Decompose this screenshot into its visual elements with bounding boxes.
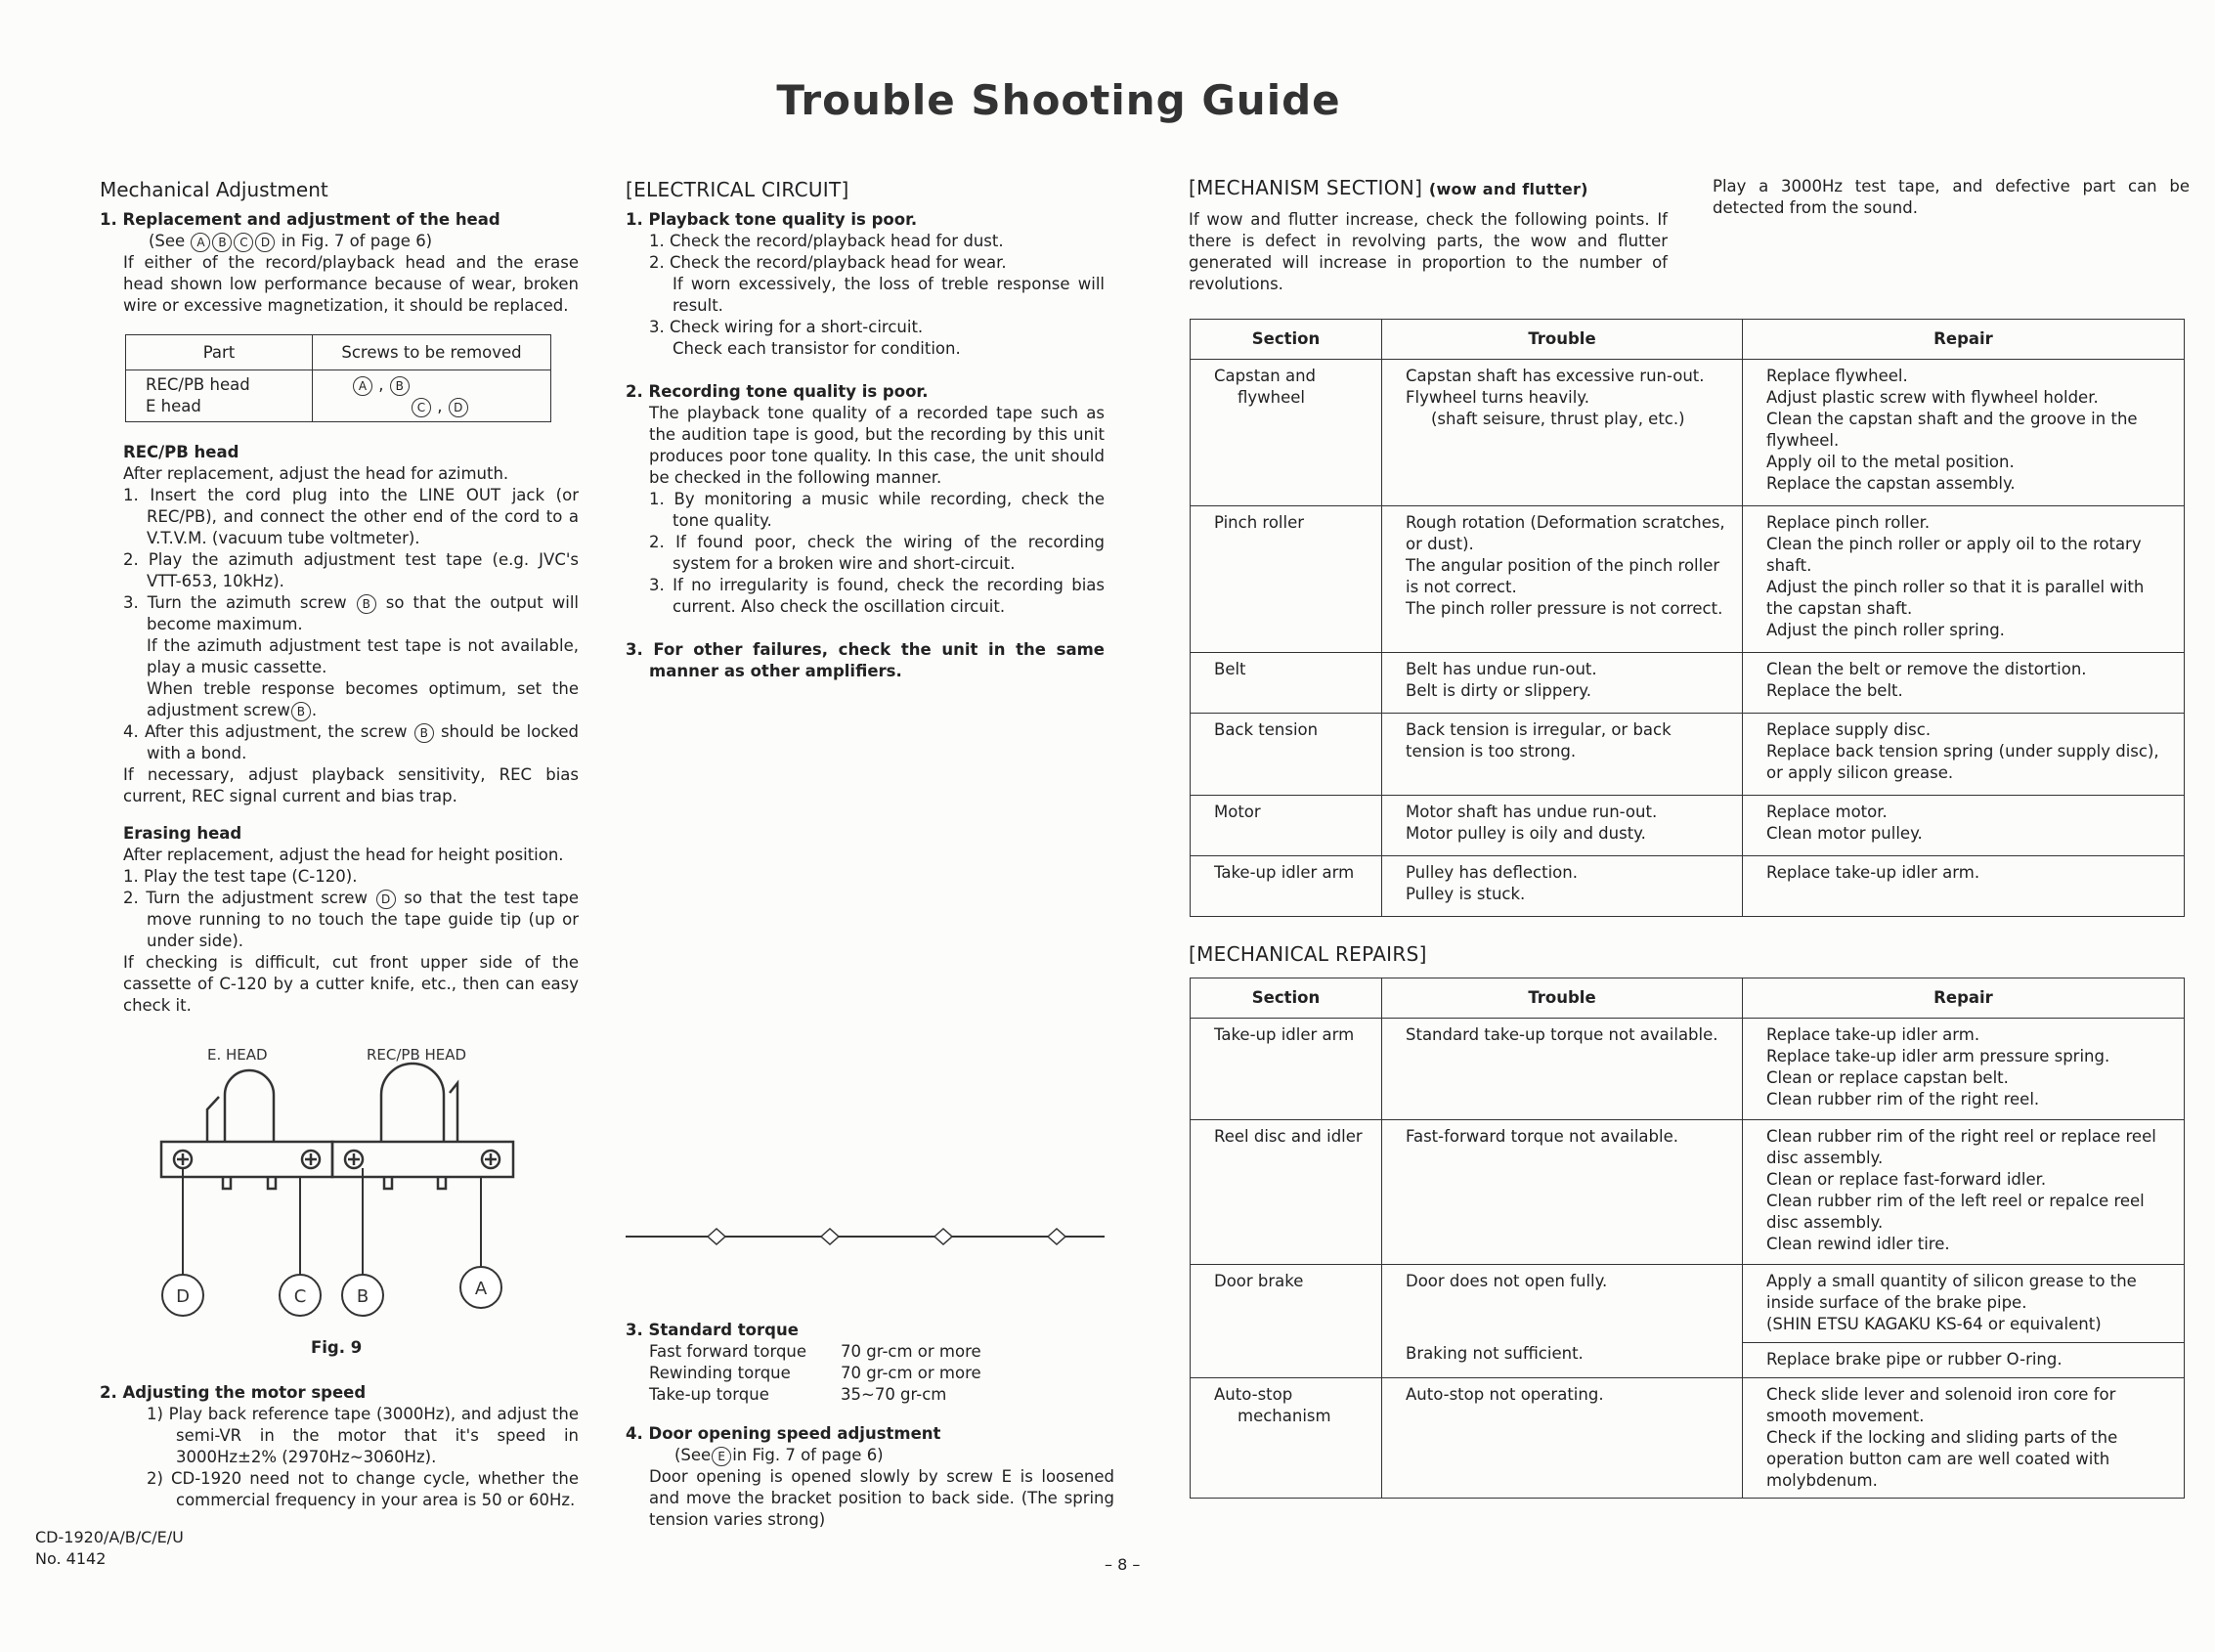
col-section: Section: [1191, 978, 1382, 1019]
repair-line: Replace motor.: [1766, 803, 1888, 821]
cell-section: [1191, 714, 1382, 796]
mechanism-table: [1190, 319, 2185, 917]
s3-title: 3. For other failures, check the unit in the same manner as other amplifiers.: [626, 640, 1105, 680]
screw-c-marker: C: [234, 233, 253, 252]
cell-repair: [1743, 1265, 2185, 1343]
trouble-line: Standard take-up torque not available.: [1406, 1025, 1718, 1044]
repair-line: Replace take-up idler arm pressure spring.: [1766, 1047, 2110, 1065]
door-see: (See E in Fig. 7 of page 6): [674, 1446, 884, 1464]
trouble-line: (shaft seisure, thrust play, etc.): [1431, 410, 1685, 428]
section-line: mechanism: [1238, 1407, 1331, 1425]
section-line: Belt: [1214, 660, 1246, 678]
s1-title: 1. Playback tone quality is poor.: [626, 210, 918, 229]
trouble-line: Flywheel turns heavily.: [1406, 388, 1589, 407]
torque-table: [649, 1341, 981, 1406]
trouble-line: Motor pulley is oily and dusty.: [1406, 824, 1646, 843]
repair-line: Replace flywheel.: [1766, 367, 1908, 385]
mechanical-adjustment-heading: Mechanical Adjustment: [100, 178, 328, 201]
item2-step2: 2) CD-1920 need not to change cycle, whether the commercial frequency in your area is 50 or 60Hz.: [147, 1469, 579, 1509]
table-row: [1191, 360, 2185, 506]
part-header: Part: [126, 335, 313, 370]
item1-text: If either of the record/playback head and the erase head shown low performance because of wear, broken wire or excessive magnetization, it should be replaced.: [123, 253, 579, 315]
recpb-step2: 2. Play the azimuth adjustment test tape (e.g. JVC's VTT-653, 10kHz).: [123, 550, 579, 590]
svg-text:D: D: [176, 1286, 190, 1307]
erase-head-shape: [161, 1070, 332, 1189]
section-line: Take-up idler arm: [1214, 1025, 1355, 1044]
trouble-line: Door does not open fully.: [1406, 1272, 1608, 1290]
cell-trouble: [1382, 714, 1743, 796]
cell-section: [1191, 796, 1382, 856]
trouble-line: The angular position of the pinch roller is not correct.: [1406, 556, 1720, 596]
page-title: Trouble Shooting Guide: [776, 76, 1341, 124]
cell-repair: [1743, 714, 2185, 796]
trouble-line: Rough rotation (Deformation scratches, or dust).: [1406, 513, 1725, 553]
recpb-head-shape: [332, 1064, 513, 1189]
section-line: Reel disc and idler: [1214, 1127, 1363, 1146]
recpb-step3: 3. Turn the azimuth screw B so that the output will become maximum.: [123, 593, 579, 633]
repair-line: Apply oil to the metal position.: [1766, 453, 2015, 471]
cell-repair: [1743, 653, 2185, 714]
erase-intro: After replacement, adjust the head for height position.: [123, 846, 564, 864]
torque-row: Fast forward torque 70 gr-cm or more: [649, 1342, 981, 1361]
trouble-line: Pulley is stuck.: [1406, 885, 1526, 903]
repair-line: Check slide lever and solenoid iron core for smooth movement.: [1766, 1385, 2116, 1425]
electrical-heading: [ELECTRICAL CIRCUIT]: [626, 178, 849, 201]
cell-section: [1191, 1120, 1382, 1265]
s2-title: 2. Recording tone quality is poor.: [626, 382, 929, 401]
table-row: [1191, 1265, 2185, 1343]
footer-model: CD-1920/A/B/C/E/U No. 4142: [35, 1528, 184, 1568]
middle-column: [626, 176, 1105, 682]
trouble-line: Braking not sufficient.: [1406, 1343, 1584, 1363]
repair-line: Replace back tension spring (under supply disc), or apply silicon grease.: [1766, 742, 2159, 782]
section-divider: [626, 1227, 1114, 1246]
cell-repair: [1743, 360, 2185, 506]
repairs-table: [1190, 978, 2185, 1499]
side-note: Play a 3000Hz test tape, and defective part can be detected from the sound.: [1713, 177, 2190, 217]
item1-title: 1. Replacement and adjustment of the head: [100, 210, 500, 229]
cell-section: [1191, 360, 1382, 506]
svg-text:A: A: [474, 1279, 488, 1299]
repair-line: Replace brake pipe or rubber O-ring.: [1766, 1350, 2063, 1369]
repair-line: Clean the capstan shaft and the groove in the flywheel.: [1766, 410, 2138, 450]
door-text: Door opening is opened slowly by screw E is loosened and move the bracket position to back side. (The spring tension varies strong): [649, 1467, 1114, 1529]
head-diagram: [147, 1036, 538, 1329]
repair-line: Replace pinch roller.: [1766, 513, 1931, 532]
repair-line: Adjust plastic screw with flywheel holder.: [1766, 388, 2099, 407]
cell-trouble: [1382, 1120, 1743, 1265]
cell-section: [1191, 856, 1382, 917]
recpb-step4: 4. After this adjustment, the screw B should be locked with a bond.: [123, 722, 580, 762]
section-line: Motor: [1214, 803, 1261, 821]
part-table: [125, 334, 551, 422]
s1-item2-note: If worn excessively, the loss of treble response will result.: [673, 275, 1105, 315]
section-line: Back tension: [1214, 720, 1319, 739]
item2-title: 2. Adjusting the motor speed: [100, 1383, 367, 1402]
trouble-line: Pulley has deflection.: [1406, 863, 1578, 882]
table-row: [1191, 1343, 2185, 1378]
col-repair: Repair: [1743, 978, 2185, 1019]
svg-text:C: C: [293, 1286, 307, 1307]
erase-after: If checking is difficult, cut front upper side of the cassette of C-120 by a cutter knife, etc., then can easy check it.: [123, 953, 579, 1015]
cell-trouble: [1382, 856, 1743, 917]
repairs-heading: [MECHANICAL REPAIRS]: [1189, 942, 1427, 966]
col-section: Section: [1191, 320, 1382, 360]
cell-trouble: [1382, 506, 1743, 653]
mechanism-heading: [MECHANISM SECTION] (wow and flutter): [1189, 176, 1588, 199]
trouble-line: Belt has undue run-out.: [1406, 660, 1597, 678]
repair-line: Apply a small quantity of silicon grease to the inside surface of the brake pipe.: [1766, 1272, 2137, 1312]
cell-section: [1191, 1265, 1382, 1343]
screws-header: Screws to be removed: [313, 335, 551, 370]
trouble-line: The pinch roller pressure is not correct.: [1406, 599, 1723, 618]
table-row: [1191, 506, 2185, 653]
trouble-line: Back tension is irregular, or back tension is too strong.: [1406, 720, 1672, 761]
recpb-head-label: REC/PB HEAD: [367, 1046, 467, 1064]
section-line: flywheel: [1238, 388, 1305, 407]
recpb-note2: When treble response becomes optimum, set the adjustment screw B .: [147, 679, 579, 719]
table-row: [1191, 1019, 2185, 1120]
cell-trouble: [1382, 1019, 1743, 1120]
section-line: Door brake: [1214, 1272, 1304, 1290]
recpb-intro: After replacement, adjust the head for azimuth.: [123, 464, 509, 483]
cell-repair: [1743, 506, 2185, 653]
s1-item3-note: Check each transistor for condition.: [673, 339, 961, 358]
repair-line: Replace take-up idler arm.: [1766, 863, 1980, 882]
repair-line: Clean the pinch roller or apply oil to the rotary shaft.: [1766, 535, 2142, 575]
section-line: Capstan and: [1214, 367, 1317, 385]
cell-repair: [1743, 1343, 2185, 1378]
screw-a-marker: A: [191, 233, 210, 252]
section-line: Pinch roller: [1214, 513, 1305, 532]
door-title: 4. Door opening speed adjustment: [626, 1424, 941, 1443]
repair-line: Check if the locking and sliding parts of the operation button cam are well coated with molybdenum.: [1766, 1428, 2118, 1490]
repair-line: Replace take-up idler arm.: [1766, 1025, 1980, 1044]
erase-step2: 2. Turn the adjustment screw D so that the test tape move running to no touch the tape guide tip (up or under side).: [123, 889, 580, 950]
cell-trouble: [1382, 1378, 1743, 1499]
repair-line: Clean the belt or remove the distortion.: [1766, 660, 2087, 678]
section-line: Auto-stop: [1214, 1385, 1293, 1404]
ehead-label: E. HEAD: [207, 1046, 268, 1064]
cell-repair: [1743, 796, 2185, 856]
cell-trouble: [1382, 796, 1743, 856]
repair-line: Clean or replace capstan belt.: [1766, 1068, 2009, 1087]
s1-item2: 2. Check the record/playback head for wear.: [649, 253, 1007, 272]
screw-d-marker: D: [255, 233, 275, 252]
repair-line: Replace the capstan assembly.: [1766, 474, 2016, 493]
repair-line: Clean rubber rim of the right reel.: [1766, 1090, 2040, 1109]
mechanism-intro-text: If wow and flutter increase, check the following points. If there is defect in revolving parts, the wow and flutter generated will increase in proportion to the number of revolutions.: [1189, 210, 1668, 293]
repair-line: Clean rewind idler tire.: [1766, 1235, 1950, 1253]
cell-repair: [1743, 856, 2185, 917]
section-line: Take-up idler arm: [1214, 863, 1355, 882]
cell-trouble: [1382, 1265, 1743, 1343]
repair-line: Replace supply disc.: [1766, 720, 1932, 739]
trouble-line: Capstan shaft has excessive run-out.: [1406, 367, 1705, 385]
screws-row2: C , D: [352, 396, 531, 417]
trouble-line: Belt is dirty or slippery.: [1406, 681, 1591, 700]
cell-section: [1191, 1343, 1382, 1378]
repair-line: Clean rubber rim of the left reel or repalce reel disc assembly.: [1766, 1192, 2145, 1232]
page-number: – 8 –: [1105, 1555, 1141, 1574]
svg-text:B: B: [356, 1286, 369, 1307]
fig-caption: Fig. 9: [311, 1338, 363, 1357]
trouble-line: Motor shaft has undue run-out.: [1406, 803, 1658, 821]
cell-section: [1191, 506, 1382, 653]
cell-section: [1191, 1378, 1382, 1499]
table-row: [1191, 856, 2185, 917]
recpb-title: REC/PB head: [123, 443, 239, 461]
screw-b-marker: B: [212, 233, 232, 252]
repair-line: (SHIN ETSU KAGAKU KS-64 or equivalent): [1766, 1315, 2102, 1333]
s2-text: The playback tone quality of a recorded tape such as the audition tape is good, but the recording by this unit produces poor tone quality. In this case, the unit should be checked in the following manner.: [649, 404, 1105, 487]
left-column: [100, 176, 579, 1017]
col-repair: Repair: [1743, 320, 2185, 360]
cell-repair: [1743, 1120, 2185, 1265]
table-row: [1191, 714, 2185, 796]
cell-trouble: [1382, 1343, 1743, 1378]
table-row: [1191, 796, 2185, 856]
torque-row: Rewinding torque 70 gr-cm or more: [649, 1364, 981, 1382]
trouble-line: Auto-stop not operating.: [1406, 1385, 1604, 1404]
col-trouble: Trouble: [1382, 320, 1743, 360]
item2-step1: 1) Play back reference tape (3000Hz), and adjust the semi-VR in the motor that it's speed in 3000Hz±2% (2970Hz~3060Hz).: [147, 1405, 579, 1466]
erase-title: Erasing head: [123, 824, 242, 843]
erase-step1: 1. Play the test tape (C-120).: [123, 867, 358, 886]
part-ehead: E head: [146, 397, 201, 415]
s1-item3: 3. Check wiring for a short-circuit.: [649, 318, 924, 336]
table-row: [1191, 653, 2185, 714]
s2-item2: 2. If found poor, check the wiring of the recording system for a broken wire and short-circuit.: [649, 533, 1105, 573]
repair-line: Clean motor pulley.: [1766, 824, 1923, 843]
repair-line: Clean or replace fast-forward idler.: [1766, 1170, 2047, 1189]
repair-line: Adjust the pinch roller so that it is parallel with the capstan shaft.: [1766, 578, 2145, 618]
cell-repair: [1743, 1019, 2185, 1120]
s2-item1: 1. By monitoring a music while recording, check the tone quality.: [649, 490, 1105, 530]
cell-section: [1191, 1019, 1382, 1120]
screws-row1: A , B: [352, 374, 531, 396]
item1-see: (See A B C D in Fig. 7 of page 6): [149, 232, 433, 250]
part-recpb: REC/PB head: [146, 375, 250, 394]
cell-trouble: [1382, 653, 1743, 714]
torque-section: [626, 1320, 1114, 1531]
cell-repair: [1743, 1378, 2185, 1499]
mechanism-intro: [1189, 174, 1668, 295]
table-row: [1191, 1378, 2185, 1499]
recpb-note1: If the azimuth adjustment test tape is not available, play a music cassette.: [147, 636, 579, 676]
table-row: [1191, 1120, 2185, 1265]
cell-section: [1191, 653, 1382, 714]
repair-line: Clean rubber rim of the right reel or replace reel disc assembly.: [1766, 1127, 2156, 1167]
col-trouble: Trouble: [1382, 978, 1743, 1019]
s2-item3: 3. If no irregularity is found, check the recording bias current. Also check the oscillation circuit.: [649, 576, 1105, 616]
recpb-after: If necessary, adjust playback sensitivity, REC bias current, REC signal current and bias trap.: [123, 765, 579, 805]
recpb-step1: 1. Insert the cord plug into the LINE OUT jack (or REC/PB), and connect the other end of the cord to a V.T.V.M. (vacuum tube voltmeter).: [123, 486, 579, 547]
cell-trouble: [1382, 360, 1743, 506]
torque-title: 3. Standard torque: [626, 1321, 799, 1339]
motor-speed-section: [100, 1382, 579, 1511]
repair-line: Adjust the pinch roller spring.: [1766, 621, 2005, 639]
trouble-line: Fast-forward torque not available.: [1406, 1127, 1678, 1146]
repair-line: Replace the belt.: [1766, 681, 1903, 700]
s1-item1: 1. Check the record/playback head for dust.: [649, 232, 1004, 250]
torque-row: Take-up torque 35~70 gr-cm: [649, 1385, 947, 1404]
